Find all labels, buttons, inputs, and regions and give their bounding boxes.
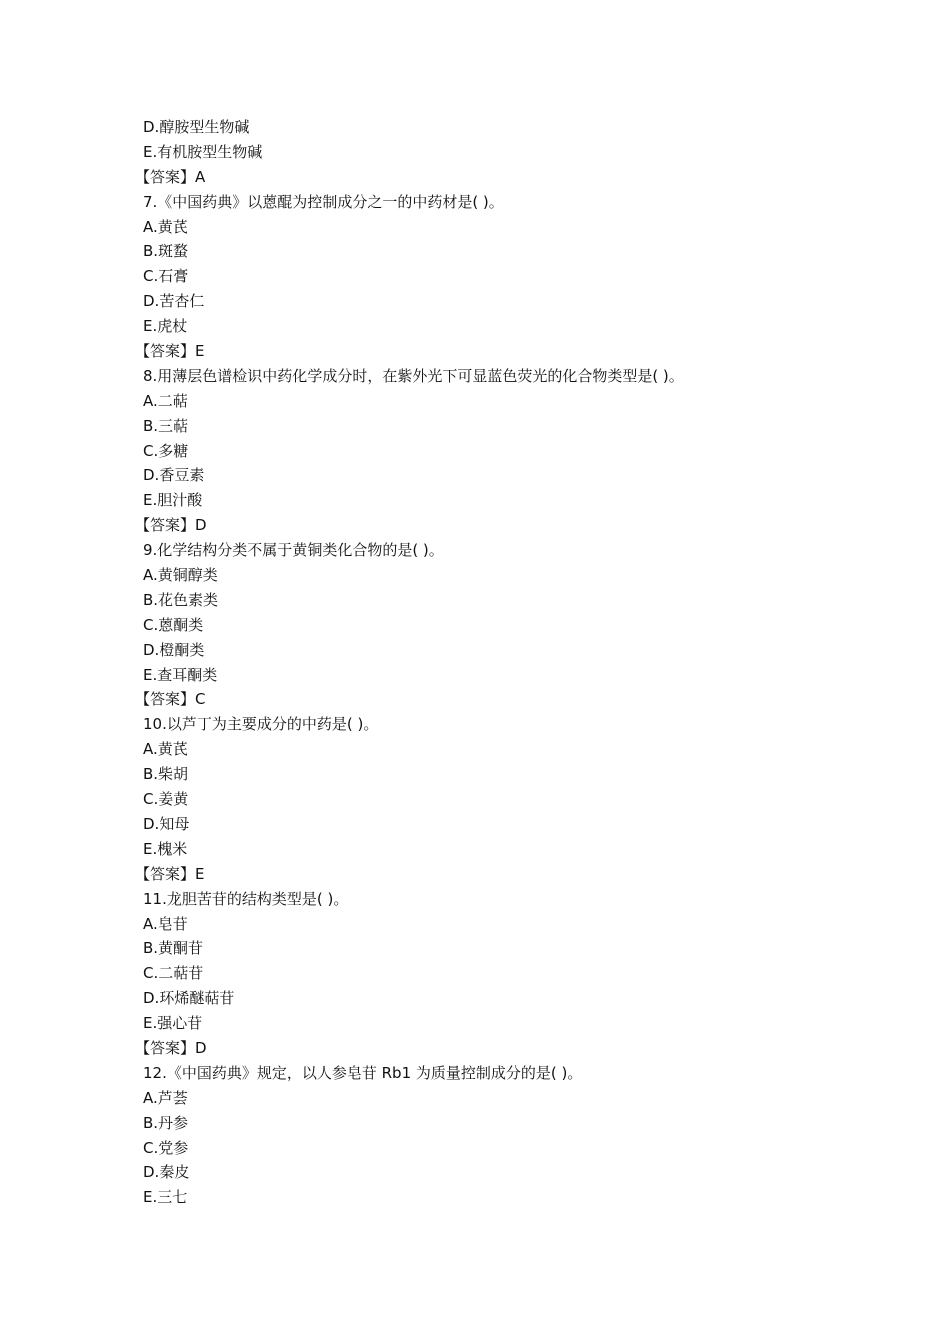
option-text: C.蒽酮类 xyxy=(143,615,204,634)
answer-text: 【答案】E xyxy=(135,864,205,883)
option-text: E.查耳酮类 xyxy=(143,665,218,684)
option-text: B.黄酮苷 xyxy=(143,939,204,958)
option-text: B.花色素类 xyxy=(143,590,219,609)
question-text: 9.化学结构分类不属于黄铜类化合物的是( )。 xyxy=(143,541,444,560)
option-text: D.香豆素 xyxy=(143,466,205,485)
option-text: A.二萜 xyxy=(143,391,188,410)
option-text: D.醇胺型生物碱 xyxy=(143,118,250,136)
question-text: 10.以芦丁为主要成分的中药是( )。 xyxy=(143,715,379,734)
option-text: C.石膏 xyxy=(143,267,189,286)
option-text: E.胆汁酸 xyxy=(143,491,203,510)
option-text: D.知母 xyxy=(143,814,190,833)
answer-text: 【答案】E xyxy=(135,342,205,361)
option-text: D.橙酮类 xyxy=(143,640,205,659)
question-text: 12.《中国药典》规定，以人参皂苷 Rb1 为质量控制成分的是( )。 xyxy=(143,1063,583,1082)
option-text: A.皂苷 xyxy=(143,914,188,933)
option-text: E.槐米 xyxy=(143,839,188,858)
option-text: A.黄芪 xyxy=(143,217,188,236)
question-text: 8.用薄层色谱检识中药化学成分时，在紫外光下可显蓝色荧光的化合物类型是( )。 xyxy=(143,366,684,385)
option-text: C.党参 xyxy=(143,1138,189,1157)
option-text: B.三萜 xyxy=(143,416,189,435)
option-text: B.丹参 xyxy=(143,1113,189,1132)
option-text: B.斑蝥 xyxy=(143,242,189,261)
question-list xyxy=(135,115,843,1210)
option-text: A.芦荟 xyxy=(143,1088,188,1107)
option-text: C.姜黄 xyxy=(143,790,189,809)
option-text: E.有机胺型生物碱 xyxy=(143,142,263,161)
option-text: D.环烯醚萜苷 xyxy=(143,989,235,1008)
answer-text: 【答案】C xyxy=(135,690,206,709)
option-text: D.苦杏仁 xyxy=(143,292,205,311)
option-text: D.秦皮 xyxy=(143,1163,190,1182)
option-text: E.三七 xyxy=(143,1188,188,1207)
option-text: C.二萜苷 xyxy=(143,964,204,983)
answer-text: 【答案】D xyxy=(135,516,207,535)
option-text: E.虎杖 xyxy=(143,317,188,336)
answer-text: 【答案】D xyxy=(135,1038,207,1057)
option-text: E.强心苷 xyxy=(143,1014,203,1033)
option-text: B.柴胡 xyxy=(143,765,189,784)
option-text: C.多糖 xyxy=(143,441,189,460)
question-text: 11.龙胆苦苷的结构类型是( )。 xyxy=(143,889,349,908)
question-text: 7.《中国药典》以蒽醌为控制成分之一的中药材是( )。 xyxy=(143,192,504,211)
option-text: A.黄铜醇类 xyxy=(143,566,218,585)
option-text: A.黄芪 xyxy=(143,740,188,759)
answer-text: 【答案】A xyxy=(135,167,206,186)
